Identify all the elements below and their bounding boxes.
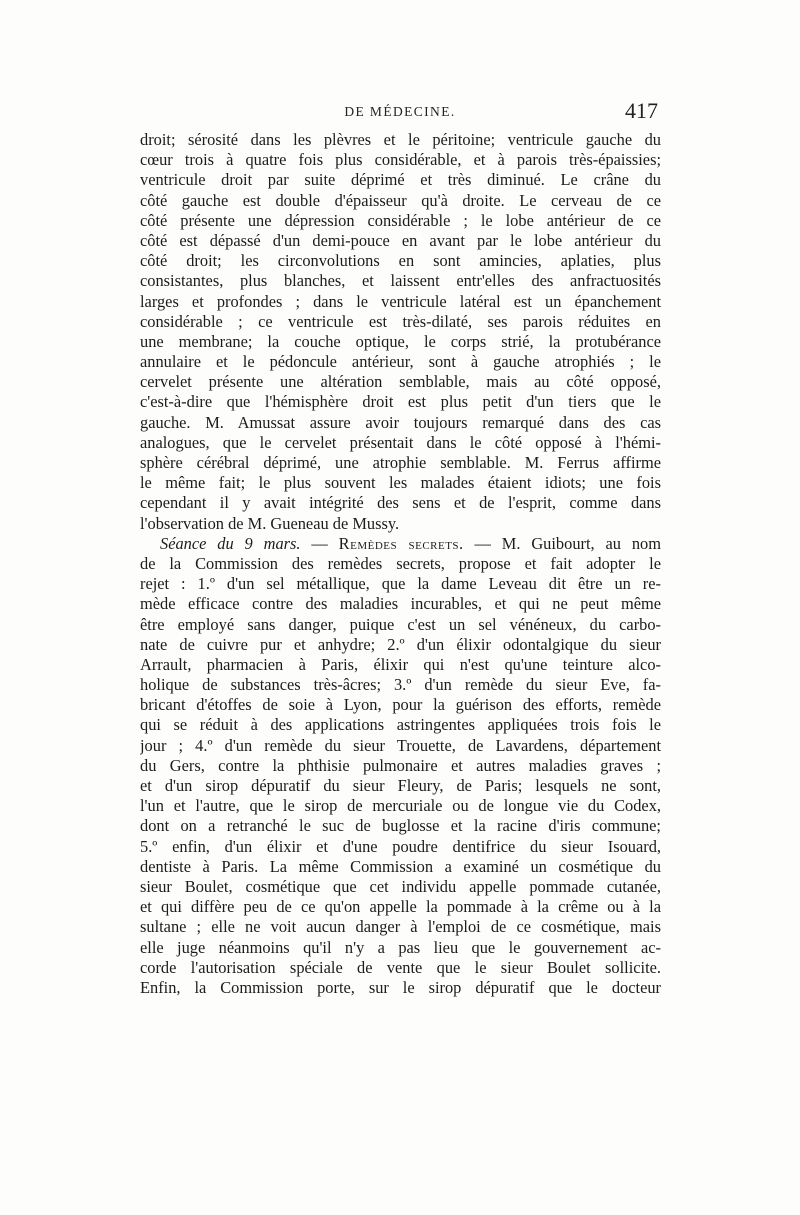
- text-line: cependant il y avait intégrité des sens et de l'esprit, comme dans: [140, 493, 661, 513]
- text-line: être employé sans danger, puique c'est un sel vénéneux, du carbo-: [140, 614, 661, 634]
- text-line: et d'un sirop dépuratif du sieur Fleury, de Paris; lesquels ne sont,: [140, 776, 661, 795]
- text-line: dont on a retranché le suc de buglosse et la racine d'iris commune;: [140, 816, 661, 836]
- running-head: [140, 98, 660, 128]
- body-text: [140, 130, 661, 998]
- text-line: Arrault, pharmacien à Paris, élixir qui n'est qu'une teinture alco-: [140, 654, 661, 674]
- text-line: c'est-à-dire que l'hémisphère droit est plus petit d'un tiers que le: [140, 392, 661, 412]
- text-line: côté gauche est double d'épaisseur qu'à droite. Le cerveau de ce: [140, 190, 661, 210]
- text-line: côté droit; les circonvolutions en sont amincies, aplaties, plus: [140, 251, 661, 271]
- text-line: 5.º enfin, d'un élixir et d'une poudre dentifrice du sieur Isouard,: [140, 836, 661, 856]
- text-line: de la Commission des remèdes secrets, propose et fait adopter le: [140, 553, 661, 573]
- text-line: côté est dépassé d'un demi-pouce en avant par le lobe antérieur du: [140, 230, 661, 250]
- page-number: 417: [625, 98, 658, 123]
- text-line: holique de substances très-âcres; 3.º d'un remède du sieur Eve, fa-: [140, 675, 661, 695]
- text-line: cervelet présente une altération semblable, mais au côté opposé,: [140, 372, 661, 392]
- section-heading: Remèdes secrets.: [338, 533, 464, 553]
- running-title: DE MÉDECINE.: [344, 104, 456, 119]
- text-line: consistantes, plus blanches, et laissent entr'elles des anfractuosités: [140, 271, 661, 291]
- text-line: ventricule droit par suite déprimé et très diminué. Le crâne du: [140, 170, 661, 190]
- text-line: et qui diffère peu de ce qu'on appelle la pommade à la crême ou à la: [140, 897, 661, 917]
- seance-line: [140, 534, 661, 554]
- text-line: une membrane; la couche optique, le corps strié, la protubérance: [140, 331, 661, 351]
- text-line: sultane ; elle ne voit aucun danger à l'emploi de ce cosmétique, mais: [140, 917, 661, 937]
- text-line: dentiste à Paris. La même Commission a examiné un cosmétique du: [140, 856, 661, 876]
- seance-continuation: — M. Guibourt, au nom: [463, 533, 661, 553]
- text-line: rejet : 1.º d'un sel métallique, que la dame Leveau dit être un re-: [140, 574, 661, 594]
- text-line: qui se réduit à des applications astringentes appliquées trois fois le: [140, 715, 661, 735]
- text-line: du Gers, contre la phthisie pulmonaire et autres maladies graves ;: [140, 755, 661, 775]
- text-line: jour ; 4.º d'un remède du sieur Trouette, de Lavardens, département: [140, 735, 661, 755]
- text-line: corde l'autorisation spéciale de vente que le sieur Boulet sollicite.: [140, 957, 661, 977]
- text-line: elle juge néanmoins qu'il n'y a pas lieu que le gouvernement ac-: [140, 937, 661, 957]
- text-line: considérable ; ce ventricule est très-dilaté, ses parois réduites en: [140, 311, 661, 331]
- text-line: sieur Boulet, cosmétique que cet individu appelle pommade cutanée,: [140, 876, 661, 896]
- text-line: cœur trois à quatre fois plus considérable, et à parois très-épaissies;: [140, 150, 661, 170]
- text-line: gauche. M. Amussat assure avoir toujours remarqué dans des cas: [140, 412, 661, 432]
- text-line: côté présente une dépression considérable ; le lobe antérieur de ce: [140, 210, 661, 230]
- text-line: Enfin, la Commission porte, sur le sirop dépuratif que le docteur: [140, 977, 661, 997]
- text-line: mède efficace contre des maladies incurables, et qui ne peut même: [140, 594, 661, 614]
- text-line: nate de cuivre pur et anhydre; 2.º d'un élixir odontalgique du sieur: [140, 634, 661, 654]
- text-line: analogues, que le cervelet présentait dans le côté opposé à l'hémi-: [140, 432, 661, 452]
- text-line: bricant d'étoffes de soie à Lyon, pour la guérison des efforts, remède: [140, 695, 661, 715]
- text-line: sphère cérébral déprimé, une atrophie semblable. M. Ferrus affirme: [140, 453, 661, 472]
- text-line: larges et profondes ; dans le ventricule latéral est un épanchement: [140, 291, 661, 311]
- text-line: droit; sérosité dans les plèvres et le péritoine; ventricule gauche du: [140, 130, 661, 149]
- text-line: le même fait; le plus souvent les malades étaient idiots; une fois: [140, 473, 661, 493]
- text-line: l'un et l'autre, que le sirop de mercuriale ou de longue vie du Codex,: [140, 796, 661, 816]
- text-line: l'observation de M. Gueneau de Mussy.: [140, 513, 400, 533]
- seance-date: Séance du 9 mars.: [160, 533, 301, 553]
- seance-dash: —: [300, 533, 339, 553]
- text-line: annulaire et le pédoncule antérieur, sont à gauche atrophiés ; le: [140, 352, 661, 372]
